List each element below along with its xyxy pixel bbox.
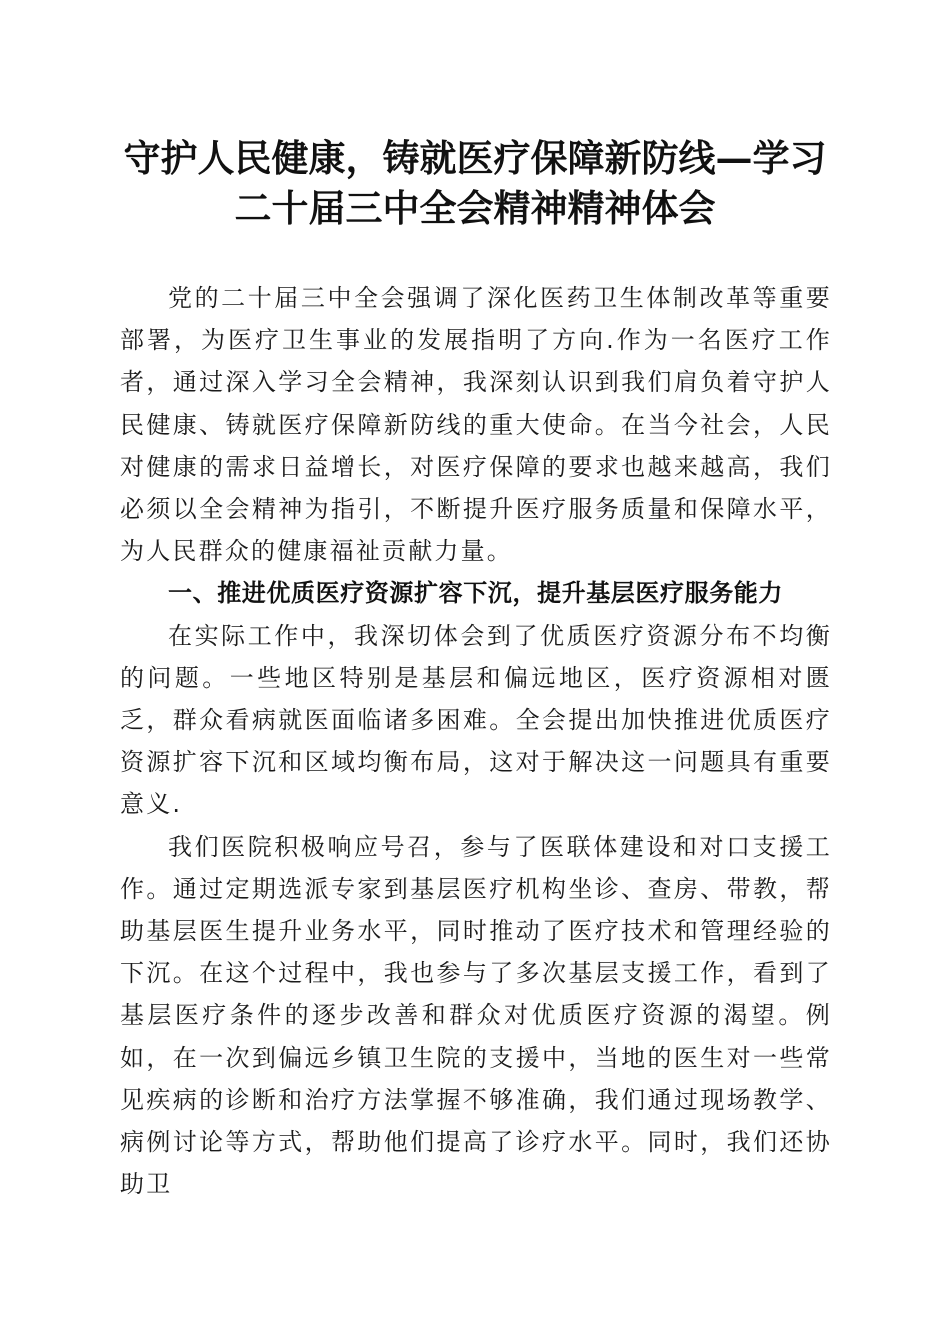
document-body (120, 277, 832, 1205)
document-title: 守护人民健康，铸就医疗保障新防线—学习二十届三中全会精神精神体会 (123, 136, 827, 230)
body-paragraph: 在实际工作中，我深切体会到了优质医疗资源分布不均衡的问题。一些地区特别是基层和偏远地区，医疗资源相对匮乏，群众看病就医面临诸多困难。全会提出加快推进优质医疗资源扩容下沉和区域均衡布局，这对于解决这一问题具有重要意义. (120, 621, 832, 819)
body-paragraph: 我们医院积极响应号召，参与了医联体建设和对口支援工作。通过定期选派专家到基层医疗机构坐诊、查房、带教，帮助基层医生提升业务水平，同时推动了医疗技术和管理经验的下沉。在这个过程中，我也参与了多次基层支援工作，看到了基层医疗条件的逐步改善和群众对优质医疗资源的渴望。例如，在一次到偏远乡镇卫生院的支援中，当地的医生对一些常见疾病的诊断和治疗方法掌握不够准确，我们通过现场教学、病例讨论等方式，帮助他们提高了诊疗水平。同时，我们还协助卫 (120, 832, 832, 1199)
intro-paragraph: 党的二十届三中全会强调了深化医药卫生体制改革等重要部署，为医疗卫生事业的发展指明了方向.作为一名医疗工作者，通过深入学习全会精神，我深刻认识到我们肩负着守护人民健康、铸就医疗保障新防线的重大使命。在当今社会，人民对健康的需求日益增长，对医疗保障的要求也越来越高，我们必须以全会精神为指引，不断提升医疗服务质量和保障水平，为人民群众的健康福祉贡献力量。 (120, 284, 832, 566)
section-heading-1: 一、推进优质医疗资源扩容下沉，提升基层医疗服务能力 (168, 579, 783, 608)
